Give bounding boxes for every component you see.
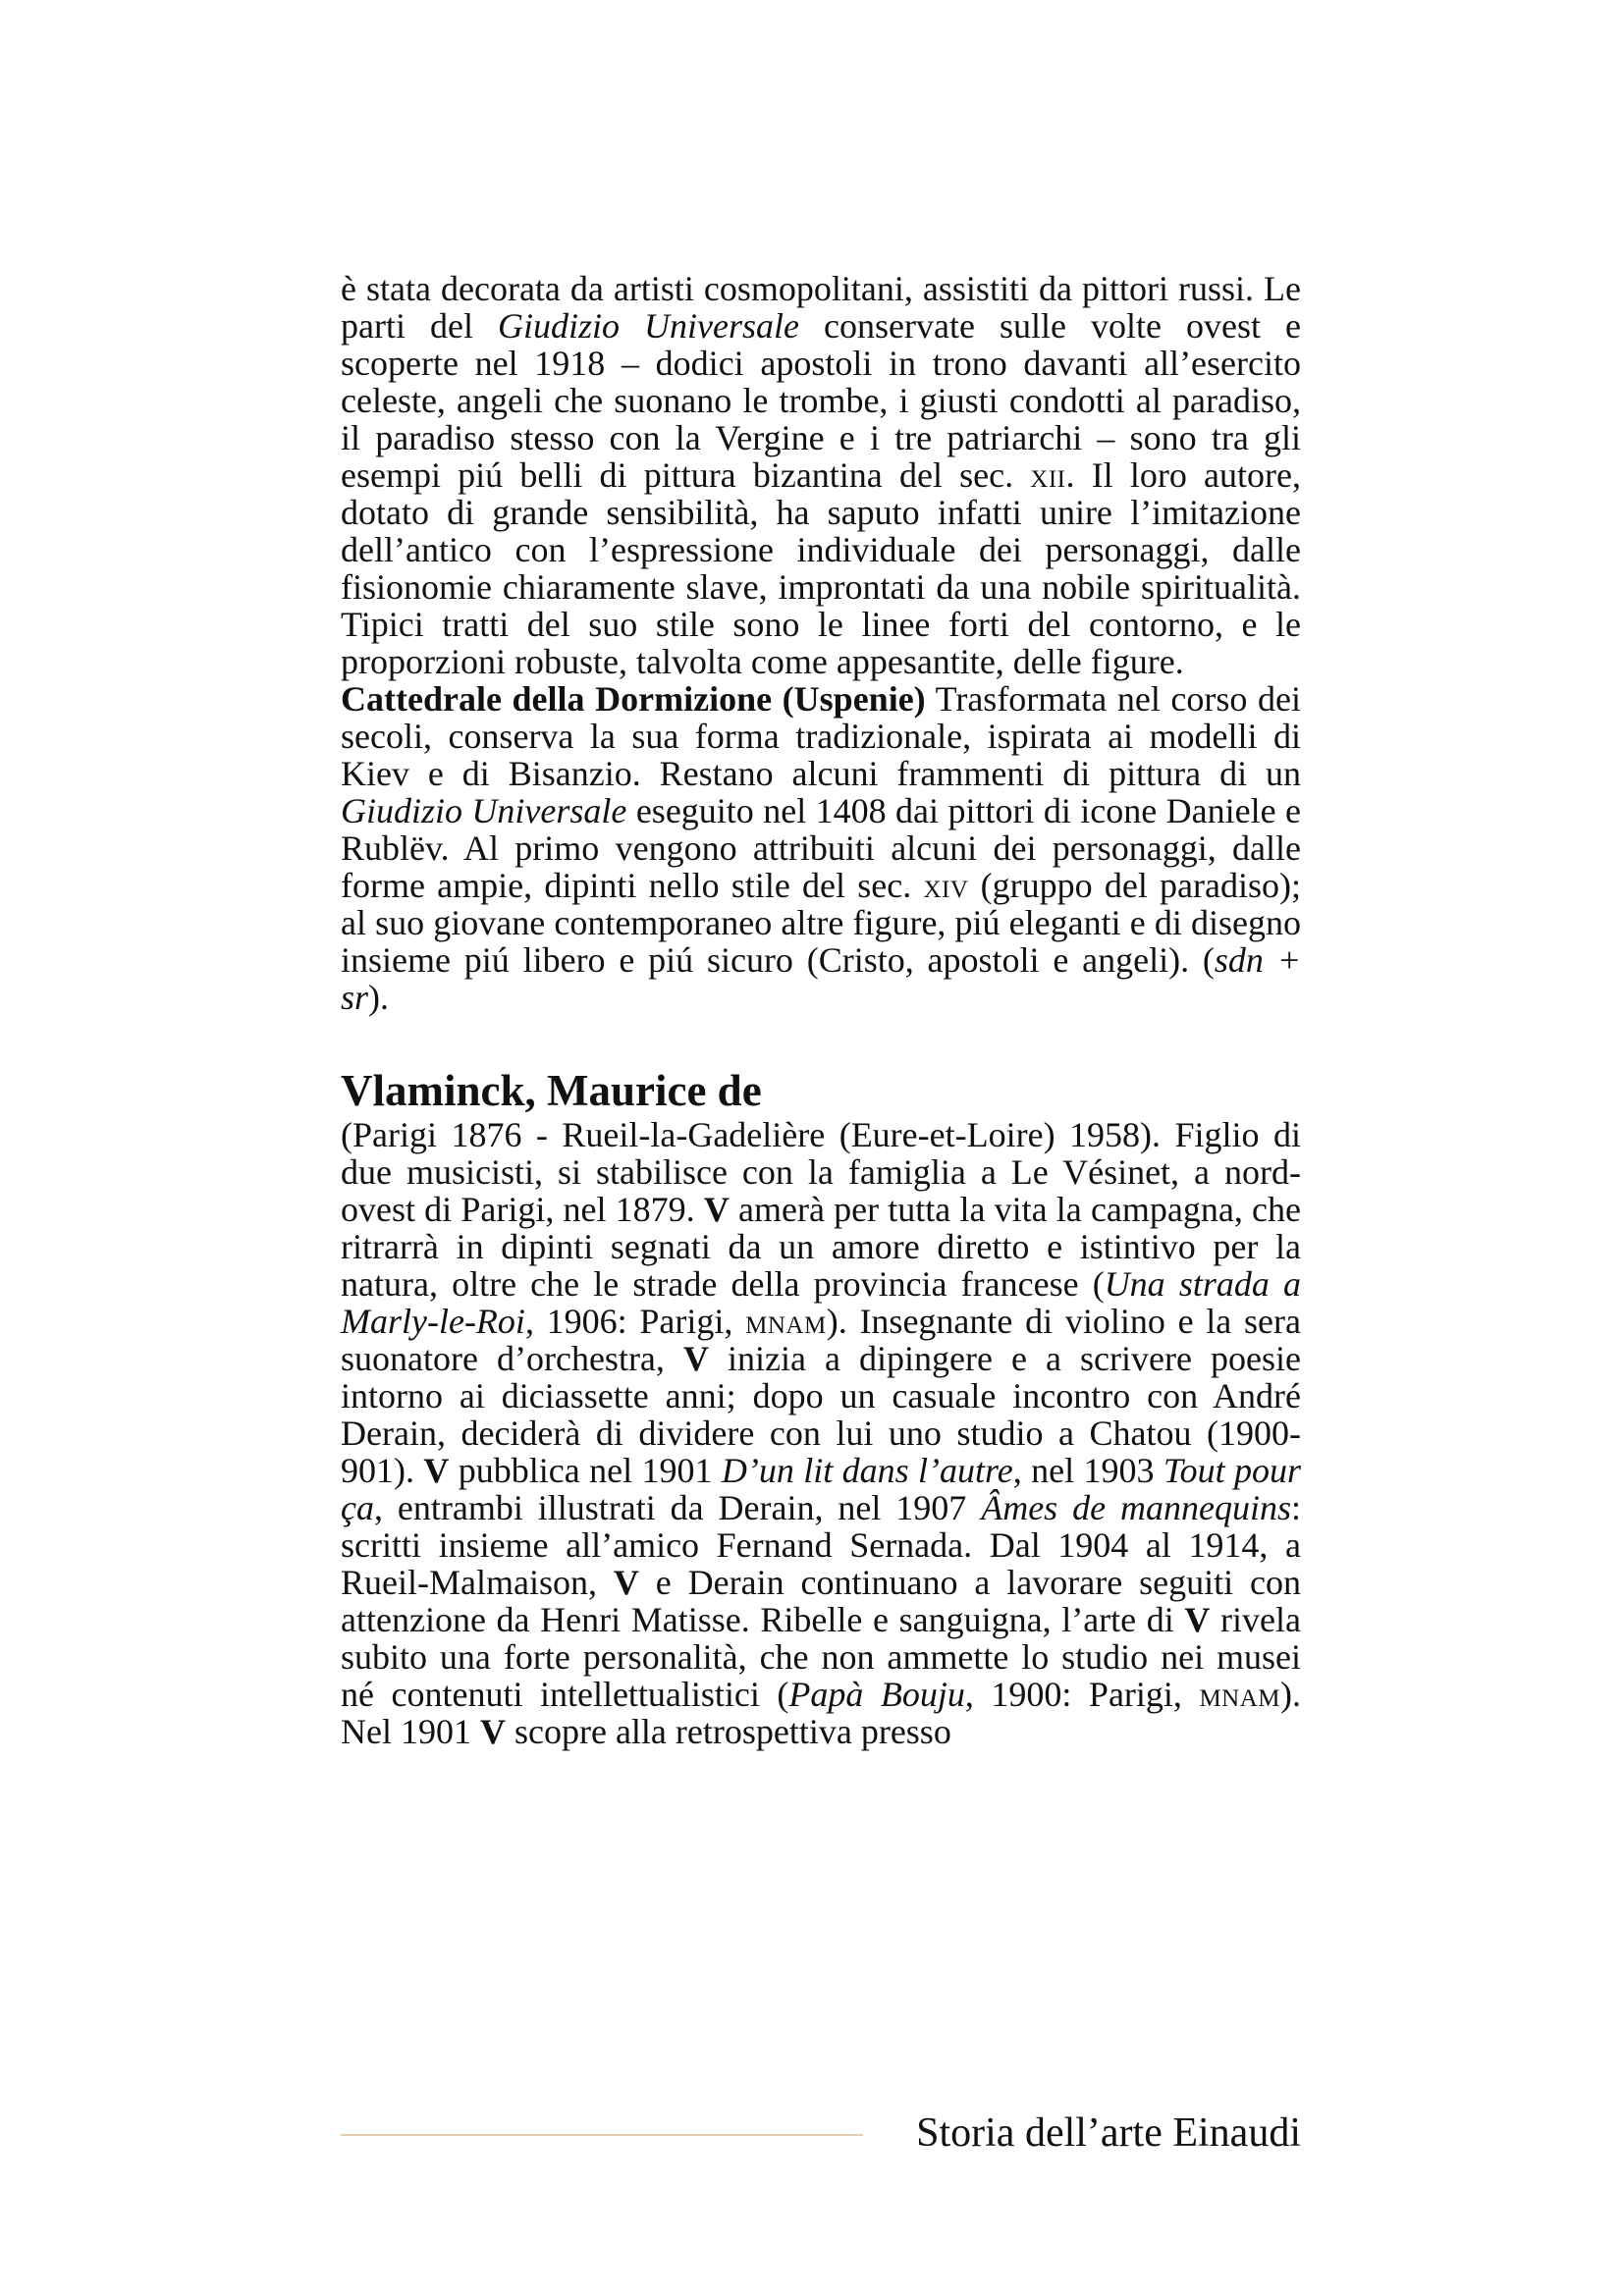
entry-text-4: ). Insegnante di violino e la sera suonatore d’orchestra,: [341, 1302, 1301, 1378]
cathedral-authors: sdn + sr: [341, 940, 1301, 1017]
intro-paragraph: [341, 270, 1301, 680]
entry-initial: V: [1184, 1600, 1211, 1639]
intro-text-3: . Il loro autore, dotato di grande sensibilità, ha saputo infatti unire l’imitazione dell’antico con l’espressione individuale dei personaggi, dalle fisionomie chiaramente slave, improntati da una nobile spiritualità. Tipici tratti del suo stile sono le linee forti del contorno, e le proporzioni robuste, talvolta come appesantite, delle figure.: [341, 455, 1301, 681]
cathedral-paragraph: [341, 680, 1301, 1016]
entry-work-title: Una strada a Marly-le-Roi: [341, 1264, 1301, 1341]
entry-text-10: e Derain continuano a lavorare seguiti con attenzione da Henri Matisse. Ribelle e sanguigna, l’arte di: [341, 1563, 1301, 1639]
entry-museum: mnam: [1199, 1675, 1281, 1714]
entry-text-6: pubblica nel 1901: [449, 1451, 722, 1490]
entry-text-13: ). Nel 1901: [341, 1675, 1302, 1751]
entry-text-9: : scritti insieme all’amico Fernand Sernada. Dal 1904 al 1914, a Rueil-Malmaison,: [341, 1488, 1302, 1602]
entry-paragraph: [341, 1116, 1301, 1750]
entry-text-12: , 1900: Parigi,: [964, 1675, 1200, 1714]
cathedral-title: Cattedrale della Dormizione (Uspenie): [341, 679, 926, 719]
text-column: [341, 270, 1301, 1750]
entry-work-title: D’un lit dans l’autre: [721, 1451, 1013, 1490]
entry-work-title: Âmes de mannequins: [981, 1488, 1291, 1527]
cathedral-text-3: (gruppo del paradiso); al suo giovane contemporaneo altre figure, piú eleganti e di disegno insieme piú libero e piú sicuro (Cristo, apostoli e angeli). (: [341, 866, 1301, 980]
cathedral-italic-title: Giudizio Universale: [341, 791, 627, 830]
entry-museum: mnam: [745, 1302, 827, 1341]
entry-text-11: rivela subito una forte personalità, che non ammette lo studio nei musei né contenuti intellettualistici (: [341, 1600, 1302, 1714]
entry-text-3: , 1906: Parigi,: [524, 1302, 746, 1341]
intro-italic-title: Giudizio Universale: [498, 306, 800, 346]
entry-initial: V: [479, 1712, 506, 1751]
entry-text-7: , nel 1903: [1012, 1451, 1163, 1490]
footer-rule: [341, 2134, 863, 2136]
entry-initial: V: [613, 1563, 639, 1602]
entry-text-14: scopre alla retrospettiva presso: [505, 1712, 951, 1751]
entry-text-5: inizia a dipingere e a scrivere poesie intorno ai diciassette anni; dopo un casuale incontro con André Derain, deciderà di dividere con lui uno studio a Chatou (1900-901).: [341, 1339, 1301, 1490]
cathedral-century: xiv: [923, 866, 969, 905]
page-footer: [341, 2104, 1301, 2163]
intro-text-2: conservate sulle volte ovest e scoperte nel 1918 – dodici apostoli in trono davanti all’esercito celeste, angeli che suonano le trombe, i giusti condotti al paradiso, il paradiso stesso con la Vergine e i tre patriarchi – sono tra gli esempi piú belli di pittura bizantina del sec.: [341, 306, 1301, 495]
entry-work-title: Papà Bouju: [788, 1675, 965, 1714]
entry-initial: V: [423, 1451, 450, 1490]
entry-text-8: , entrambi illustrati da Derain, nel 1907: [373, 1488, 982, 1527]
intro-century: xii: [1030, 455, 1066, 495]
intro-text-1: è stata decorata da artisti cosmopolitani, assistiti da pittori russi. Le parti del: [341, 269, 1301, 346]
footer-publication-title: Storia dell’arte Einaudi: [916, 2110, 1301, 2156]
entry-initial: V: [703, 1190, 730, 1229]
entry-text-2: amerà per tutta la vita la campagna, che ritrarrà in dipinti segnati da un amore diretto e istintivo per la natura, oltre che le strade della provincia francese (: [341, 1190, 1302, 1304]
entry-text-1: (Parigi 1876 - Rueil-la-Gadelière (Eure-et-Loire) 1958). Figlio di due musicisti, si stabilisce con la famiglia a Le Vésinet, a nord-ovest di Parigi, nel 1879.: [341, 1115, 1301, 1229]
cathedral-text-4: ).: [368, 978, 390, 1017]
entry-heading: Vlaminck, Maurice de: [341, 1066, 762, 1115]
entry-initial: V: [682, 1339, 709, 1378]
cathedral-text-2: eseguito nel 1408 dai pittori di icone Daniele e Rublëv. Al primo vengono attribuiti alcuni dei personaggi, dalle forme ampie, dipinti nello stile del sec.: [341, 791, 1301, 905]
cathedral-text-1: Trasformata nel corso dei secoli, conserva la sua forma tradizionale, ispirata ai modelli di Kiev e di Bisanzio. Restano alcuni frammenti di pittura di un: [341, 679, 1301, 793]
entry-work-title: Tout pour ça: [341, 1451, 1301, 1527]
